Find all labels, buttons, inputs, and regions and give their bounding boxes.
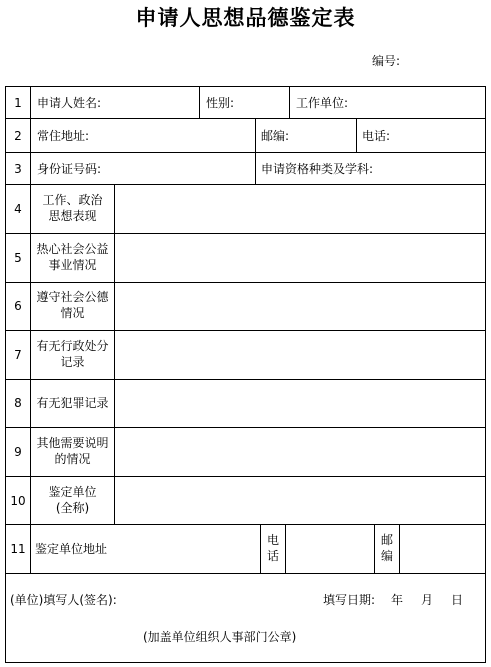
row-label (31, 435, 114, 467)
row11-divider (285, 524, 286, 574)
postcode-vertical-label (375, 532, 399, 564)
row-label-line: (全称) (55, 501, 90, 515)
row1-divider (199, 86, 200, 119)
row11-divider (399, 524, 400, 574)
row1-divider (289, 86, 290, 119)
phone-label: 电话: (362, 129, 391, 143)
row-label-line: 事业情况 (48, 258, 97, 272)
row-label-line: 思想表现 (48, 209, 97, 223)
table-border-left (5, 86, 6, 663)
row2-divider (255, 118, 256, 153)
row-separator (5, 282, 486, 283)
table-border-top (5, 86, 486, 87)
vertical-label-char: 邮 (380, 533, 393, 547)
row-label-line: 有无犯罪记录 (36, 396, 109, 410)
label-column-divider (114, 184, 115, 525)
row-separator (5, 573, 486, 574)
row-label-line: 工作、政治 (42, 193, 103, 207)
phone-vertical-label (261, 532, 285, 564)
row-separator (5, 379, 486, 380)
row-label (31, 484, 114, 516)
row-number: 11 (10, 542, 26, 556)
table-border-bottom (5, 662, 486, 663)
row-number: 9 (14, 445, 22, 459)
qualification-label: 申请资格种类及学科: (261, 162, 374, 176)
id-number-label: 身份证号码: (37, 162, 102, 176)
row-label-line: 的情况 (54, 452, 91, 466)
vertical-label-char: 话 (266, 549, 279, 563)
month-label: 月 (421, 593, 434, 607)
row-number: 3 (14, 162, 22, 176)
row-number: 10 (10, 494, 26, 508)
gender-label: 性别: (206, 96, 235, 110)
postcode-label: 邮编: (261, 129, 290, 143)
serial-number-label: 编号: (372, 54, 401, 68)
row-number: 5 (14, 251, 22, 265)
row-label (31, 395, 114, 411)
filler-signature-label: (单位)填写人(签名): (10, 593, 117, 607)
row-label-line: 有无行政处分 (36, 339, 109, 353)
form-title: 申请人思想品德鉴定表 (135, 6, 356, 30)
row-number: 1 (14, 96, 22, 110)
row-number: 6 (14, 299, 22, 313)
row-label-line: 其他需要说明 (36, 436, 109, 450)
applicant-name-label: 申请人姓名: (37, 96, 102, 110)
row-separator (5, 524, 486, 525)
row-number: 2 (14, 129, 22, 143)
row-label-line: 遵守社会公德 (36, 290, 109, 304)
fill-date-label: 填写日期: (323, 593, 376, 607)
row-separator (5, 427, 486, 428)
employer-label: 工作单位: (296, 96, 349, 110)
row-label-line: 热心社会公益 (36, 242, 109, 256)
appraisal-unit-address-label: 鉴定单位地址 (35, 542, 108, 556)
row-number: 8 (14, 396, 22, 410)
seal-note: (加盖单位组织人事部门公章) (143, 630, 297, 644)
row-separator (5, 233, 486, 234)
row-separator (5, 476, 486, 477)
vertical-label-char: 电 (266, 533, 279, 547)
row-label (31, 192, 114, 224)
year-label: 年 (391, 593, 404, 607)
row2-divider (356, 118, 357, 153)
day-label: 日 (451, 593, 464, 607)
row-separator (5, 118, 486, 119)
home-address-label: 常住地址: (37, 129, 90, 143)
vertical-label-char: 编 (380, 549, 393, 563)
row-label (31, 241, 114, 273)
row-label-line: 情况 (60, 306, 85, 320)
row-separator (5, 330, 486, 331)
row3-divider (255, 152, 256, 185)
row-label (31, 338, 114, 370)
row-number: 4 (14, 202, 22, 216)
row-label-line: 记录 (60, 355, 85, 369)
row-label-line: 鉴定单位 (48, 485, 97, 499)
row-label (31, 289, 114, 321)
table-border-right (485, 86, 486, 663)
row-separator (5, 184, 486, 185)
row-separator (5, 152, 486, 153)
row-number: 7 (14, 348, 22, 362)
